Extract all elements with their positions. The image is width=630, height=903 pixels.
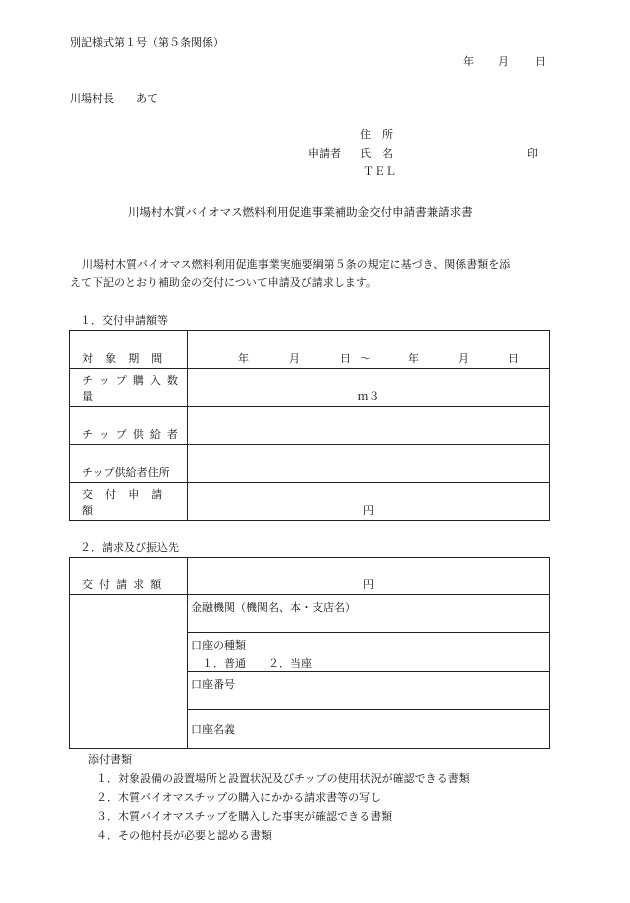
addressee: 川場村長 あて [70, 92, 158, 105]
supplier-label: チップ供給者 [82, 428, 184, 441]
period-end-year: 年 [408, 352, 419, 365]
period-start-year: 年 [238, 352, 249, 365]
period-tilde: ～ [360, 352, 371, 365]
grant-amount-label: 交付申請額 [82, 488, 175, 517]
intro-line-2: えて下記のとおり補助金の交付について申請及び請求します。 [70, 276, 377, 289]
application-table [69, 330, 550, 521]
account-type-options: １．普通 ２．当座 [202, 657, 312, 670]
grant-amount-yen: 円 [363, 504, 374, 517]
account-name-label: 口座名義 [191, 723, 235, 736]
attachment-item: １．対象設備の設置場所と設置状況及びチップの使用状況が確認できる書類 [96, 772, 470, 785]
attachment-item: ３．木質バイオマスチップを購入した事実が確認できる書類 [96, 810, 393, 823]
supplier-addr-label: チップ供給者住所 [82, 466, 170, 479]
supplier-addr-label-cell [70, 445, 188, 483]
bank-group-label-cell [70, 595, 188, 749]
period-label-cell [70, 331, 188, 369]
claim-label-cell [70, 558, 188, 595]
claim-label: 交付請求額 [82, 578, 168, 591]
period-start-month: 月 [289, 352, 300, 365]
attachments-list [88, 750, 470, 845]
form-reference: 別記様式第１号（第５条関係） [70, 36, 224, 49]
document-title: 川場村木質バイオマス燃料利用促進事業補助金交付申請書兼請求書 [128, 205, 473, 219]
address-label: 住 所 [360, 128, 393, 141]
account-name-cell [188, 710, 550, 749]
section2-heading: ２．請求及び振込先 [80, 541, 179, 554]
period-label: 対象期間 [82, 352, 175, 365]
intro-line-1: 川場村木質バイオマス燃料利用促進事業実施要綱第５条の規定に基づき、関係書類を添 [82, 258, 511, 271]
chip-qty-cell [188, 369, 550, 407]
attachments-heading: 添付書類 [88, 753, 132, 766]
date-month-label: 月 [498, 55, 509, 68]
bank-cell [188, 595, 550, 633]
account-number-cell [188, 672, 550, 710]
claim-cell [188, 558, 550, 595]
attachment-item: ４．その他村長が必要と認める書類 [96, 829, 272, 842]
date-year-label: 年 [463, 55, 474, 68]
bank-label: 金融機関（機関名、本・支店名） [191, 601, 356, 614]
account-type-label: 口座の種類 [191, 639, 246, 652]
chip-qty-label-cell [70, 369, 188, 407]
claim-yen: 円 [363, 578, 374, 591]
grant-amount-label-cell [70, 483, 188, 521]
applicant-label: 申請者 [308, 147, 341, 160]
period-start-day: 日 [340, 352, 351, 365]
period-end-day: 日 [508, 352, 519, 365]
name-label: 氏 名 [360, 147, 393, 160]
account-number-label: 口座番号 [191, 678, 235, 691]
grant-amount-cell [188, 483, 550, 521]
account-type-cell [188, 633, 550, 672]
section1-heading: １．交付申請額等 [80, 314, 168, 327]
supplier-label-cell [70, 407, 188, 445]
chip-qty-label: チップ購入数量 [82, 374, 184, 403]
supplier-cell [188, 407, 550, 445]
billing-table [69, 557, 550, 749]
chip-qty-unit: ｍ３ [357, 390, 380, 403]
supplier-addr-cell [188, 445, 550, 483]
period-cell [188, 331, 550, 369]
period-end-month: 月 [458, 352, 469, 365]
seal-mark: 印 [527, 147, 538, 160]
attachment-item: ２．木質バイオマスチップの購入にかかる請求書等の写し [96, 791, 382, 804]
tel-label: ＴＥＬ [363, 165, 396, 178]
date-day-label: 日 [535, 55, 546, 68]
